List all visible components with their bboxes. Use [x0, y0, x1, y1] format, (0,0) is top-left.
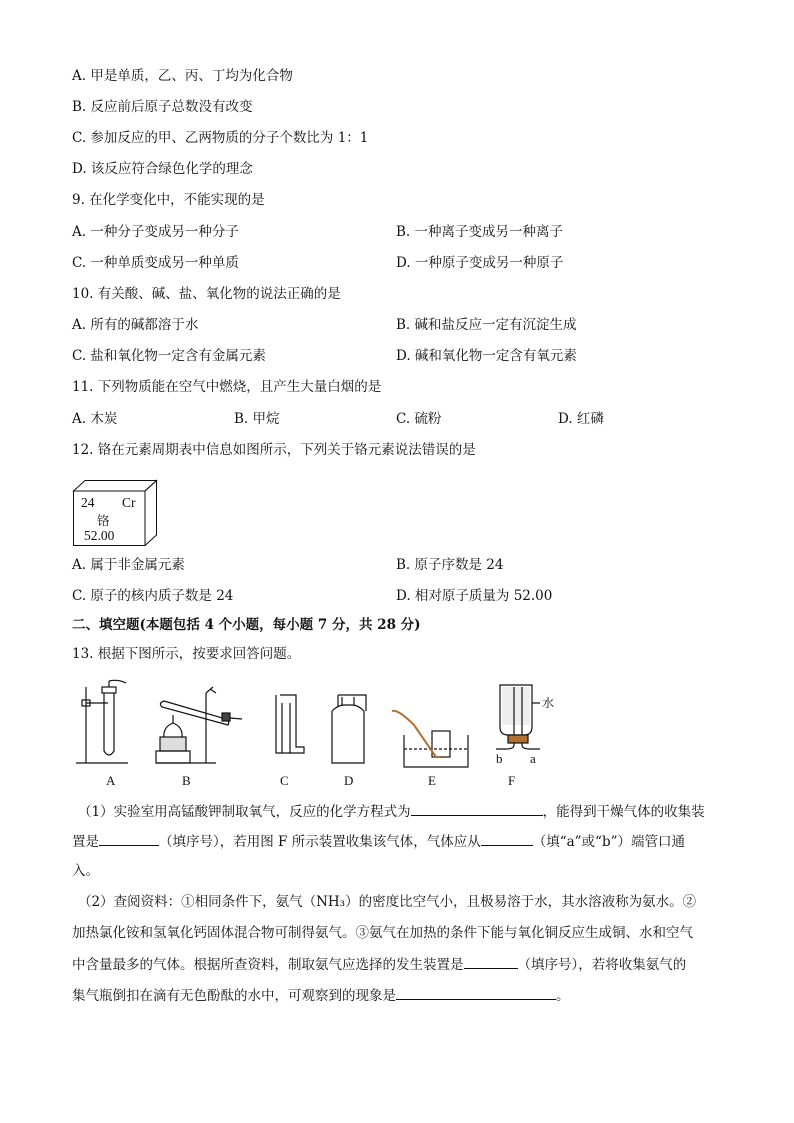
q10-option-d: D. 碱和氧化物一定含有氧元素	[396, 348, 577, 364]
q11-option-b: B. 甲烷	[234, 411, 280, 427]
apparatus-c	[276, 695, 304, 753]
apparatus-label-a: A	[106, 773, 116, 788]
q13-p2-text-d: 。	[556, 988, 570, 1004]
answer-blank-collector[interactable]	[99, 831, 159, 846]
q13-p1-text-a: （1）实验室用高锰酸钾制取氧气，反应的化学方程式为	[78, 804, 411, 820]
q11-option-c: C. 硫粉	[396, 411, 442, 427]
apparatus-label-e: E	[428, 773, 436, 788]
q12-option-c: C. 原子的核内质子数是 24	[72, 588, 234, 604]
port-label-a: a	[530, 751, 536, 766]
q13-p1-text-c: 置是	[72, 834, 99, 850]
q13-part2-line2: 加热氯化铵和氢氧化钙固体混合物可制得氨气。③氨气在加热的条件下能与氧化铜反应生成铜、水和空气	[72, 925, 693, 941]
q12-option-b: B. 原子序数是 24	[396, 557, 504, 573]
q11-option-a: A. 木炭	[72, 411, 118, 427]
q9-stem: 9. 在化学变化中，不能实现的是	[72, 192, 265, 208]
q13-p1-text-b: ，能得到干燥气体的收集装	[542, 804, 705, 820]
q13-p1-text-e: （填“a”或“b”）端管口通	[532, 834, 685, 850]
apparatus-diagram	[68, 675, 568, 793]
q13-p1-text-d: （填序号），若用图 F 所示装置收集该气体，气体应从	[159, 834, 481, 850]
q10-option-a: A. 所有的碱都溶于水	[72, 317, 199, 333]
element-atomic-number: 24	[81, 495, 95, 510]
q9-option-d: D. 一种原子变成另一种原子	[396, 255, 564, 271]
apparatus-label-d: D	[344, 773, 354, 788]
q11-option-d: D. 红磷	[558, 411, 604, 427]
q10-stem: 10. 有关酸、碱、盐、氧化物的说法正确的是	[72, 286, 341, 302]
q9-option-c: C. 一种单质变成另一种单质	[72, 255, 239, 271]
apparatus-e	[392, 711, 468, 767]
apparatus-f	[496, 685, 540, 749]
q13-part1-line3: 入。	[72, 863, 99, 879]
q13-part2-line1: （2）查阅资料：①相同条件下，氨气（NH₃）的密度比空气小，且极易溶于水，其水溶液称为氨水。②	[78, 894, 697, 910]
q12-stem: 12. 铬在元素周期表中信息如图所示，下列关于铬元素说法错误的是	[72, 442, 476, 458]
q10-option-c: C. 盐和氧化物一定含有金属元素	[72, 348, 266, 364]
water-label: 水	[542, 696, 555, 710]
q13-p2-text-c: 集气瓶倒扣在滴有无色酚酞的水中，可观察到的现象是	[72, 988, 396, 1004]
apparatus-figure	[68, 675, 568, 793]
q9-option-a: A. 一种分子变成另一种分子	[72, 224, 239, 240]
port-label-b: b	[496, 751, 503, 766]
q8-option-d: D. 该反应符合绿色化学的理念	[72, 161, 253, 177]
answer-blank-generator[interactable]	[464, 954, 518, 969]
apparatus-label-f: F	[508, 773, 516, 788]
answer-blank-phenomenon[interactable]	[396, 985, 556, 1000]
q11-stem: 11. 下列物质能在空气中燃烧，且产生大量白烟的是	[72, 379, 382, 395]
q8-option-b: B. 反应前后原子总数没有改变	[72, 99, 253, 115]
q13-p2-text-a: 中含量最多的气体。根据所查资料，制取氨气应选择的发生装置是	[72, 957, 464, 973]
q13-part2-line4	[72, 985, 570, 1006]
q13-part1-line1	[78, 801, 705, 822]
element-name: 铬	[97, 513, 110, 528]
element-atomic-mass: 52.00	[84, 528, 115, 543]
q13-p2-text-b: （填序号），若将收集氨气的	[517, 957, 687, 973]
q12-option-d: D. 相对原子质量为 52.00	[396, 588, 553, 604]
apparatus-d	[332, 695, 366, 763]
q9-option-b: B. 一种离子变成另一种离子	[396, 224, 564, 240]
q8-option-c: C. 参加反应的甲、乙两物质的分子个数比为 1：1	[72, 130, 369, 146]
section-title: 二、填空题(本题包括 4 个小题，每小题 7 分，共 28 分)	[72, 617, 421, 633]
answer-blank-equation[interactable]	[411, 801, 543, 816]
q13-stem: 13. 根据下图所示，按要求回答问题。	[72, 646, 301, 662]
q13-part2-line3	[72, 954, 686, 975]
apparatus-label-c: C	[280, 773, 289, 788]
q10-option-b: B. 碱和盐反应一定有沉淀生成	[396, 317, 577, 333]
q12-option-a: A. 属于非金属元素	[72, 557, 185, 573]
answer-blank-port[interactable]	[481, 831, 533, 846]
element-symbol: Cr	[122, 495, 136, 510]
q8-option-a: A. 甲是单质，乙、丙、丁均为化合物	[72, 68, 293, 84]
q13-part1-line2	[72, 831, 685, 852]
apparatus-label-b: B	[182, 773, 191, 788]
element-cell-figure	[72, 479, 158, 547]
apparatus-b	[156, 687, 242, 763]
apparatus-a	[76, 680, 128, 763]
